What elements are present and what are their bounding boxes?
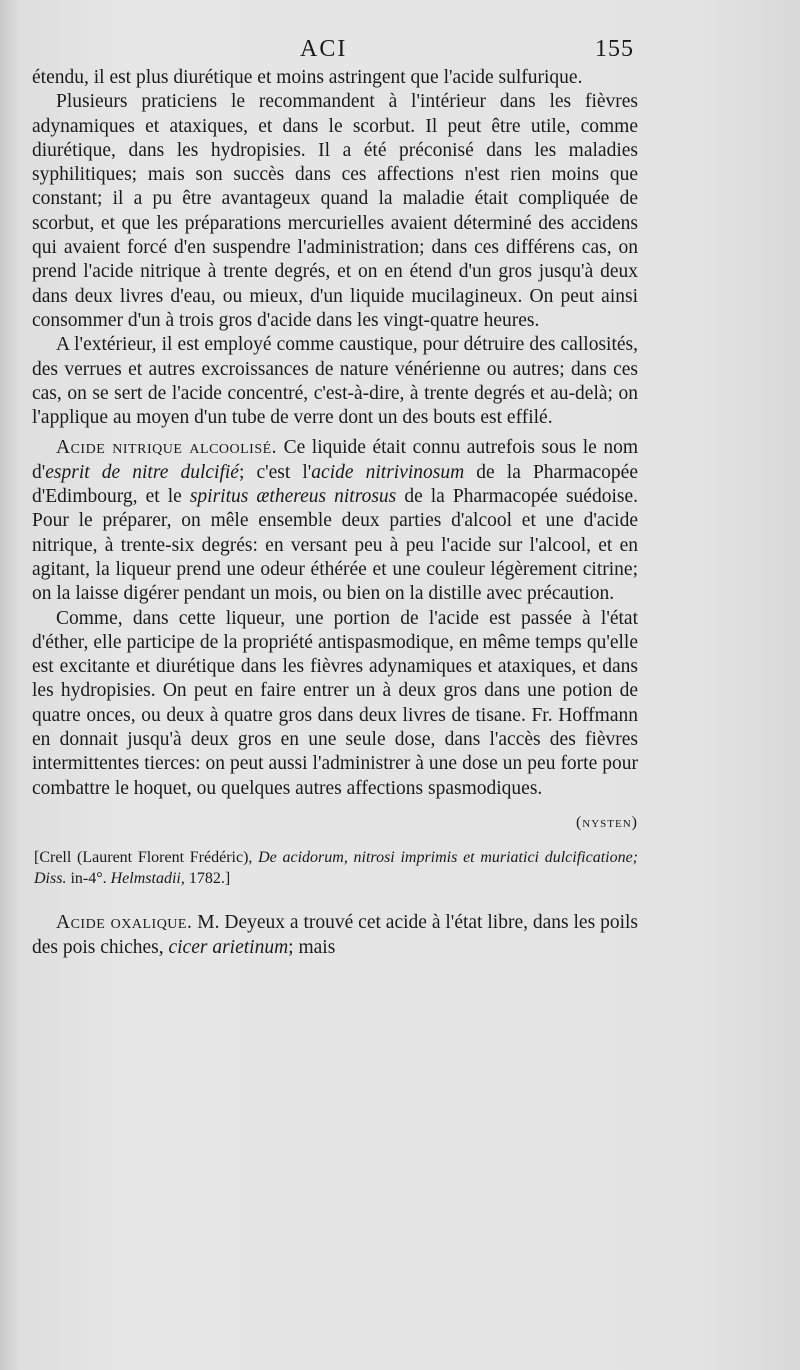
running-head: ACI xyxy=(300,36,348,62)
bib-title: De acidorum, nitrosi imprimis et muriatici dulcificatione; Diss. xyxy=(34,849,639,888)
entry-acide-oxalique: Acide oxalique. M. Deyeux a trouvé cet acide à l'état libre, dans les poils des pois chiches, cicer arietinum; mais xyxy=(32,912,639,958)
entry-heading: Acide nitrique alcoolisé. xyxy=(56,437,278,459)
page-number: 155 xyxy=(595,36,634,62)
entry-heading: Acide oxalique. xyxy=(56,912,193,934)
page-header xyxy=(32,36,652,66)
entry-acide-nitrique-alcoolise: Acide nitrique alcoolisé. Ce liquide était connu autrefois sous le nom d'esprit de nitre dulcifié; c'est l'acide nitrivinosum de la Pharmacopée d'Edimbourg, et le spiritus æthereus nitrosus de la Pharmacopée suédoise. Pour le préparer, on mêle ensemble deux parties d'alcool et une d'acide nitrique, à trente-six degrés: en versant peu à peu l'acide sur l'alcool, et en agitant, la liqueur prend une odeur éthérée et une couleur légèrement citrine; on la laisse digérer pendant un mois, ou bien on la distille avec précaution. xyxy=(32,437,638,605)
bib-author: [Crell (Laurent Florent Frédéric), xyxy=(34,849,259,867)
body-text xyxy=(32,66,638,960)
paragraph-continuation: étendu, il est plus diurétique et moins astringent que l'acide sulfurique. xyxy=(32,67,583,88)
bibliography-entry: [Crell (Laurent Florent Frédéric), De acidorum, nitrosi imprimis et muriatici dulcificatione; Diss. in-4°. Helmstadii, 1782.] xyxy=(34,849,639,888)
bib-place: Helmstadii xyxy=(110,870,181,888)
author-signature: (nysten) xyxy=(575,813,638,831)
paragraph-internal-use: Plusieurs praticiens le recommandent à l'intérieur dans les fièvres adynamiques et ataxiques, et dans le scorbut. Il peut être utile, comme diurétique, dans les hydropisies. Il a été préconisé dans les maladies syphilitiques; mais son succès dans ces affections n'est rien moins que constant; il a pu être avantageux quand la maladie était compliquée de scorbut, et que les préparations mercurielles avaient déterminé des accidens qui avaient forcé d'en suspendre l'administration; dans ces différens cas, on prend l'acide nitrique à trente degrés, et on en étend d'un gros jusqu'à deux dans deux livres d'eau, ou mieux, d'un liquide mucilagineux. On peut ainsi consommer d'un à trois gros d'acide dans les vingt-quatre heures. xyxy=(32,91,638,331)
paragraph-therapeutic-use: Comme, dans cette liqueur, une portion de l'acide est passée à l'état d'éther, elle participe de la propriété antispasmodique, en même temps qu'elle est excitante et diurétique dans les fièvres adynamiques et ataxiques, et dans les hydropisies. On peut en faire entrer un à deux gros dans une potion de quatre onces, ou deux à quatre gros dans deux livres de tisane. Fr. Hoffmann en donnait jusqu'à deux gros en une seule dose, dans l'accès des fièvres intermittentes tierces: on peut aussi l'administrer à une dose un peu forte pour combattre le hoquet, ou quelques autres affections spasmodiques. xyxy=(32,607,638,799)
bib-year: , 1782.] xyxy=(180,870,231,888)
paragraph-external-use: A l'extérieur, il est employé comme caustique, pour détruire des callosités, des verrues et autres excroissances de nature vénérienne ou autres; dans ces cas, on se sert de l'acide concentré, c'est-à-dire, à trente degrés et au-delà; on l'applique au moyen d'un tube de verre dont un des bouts est effilé. xyxy=(32,334,638,429)
